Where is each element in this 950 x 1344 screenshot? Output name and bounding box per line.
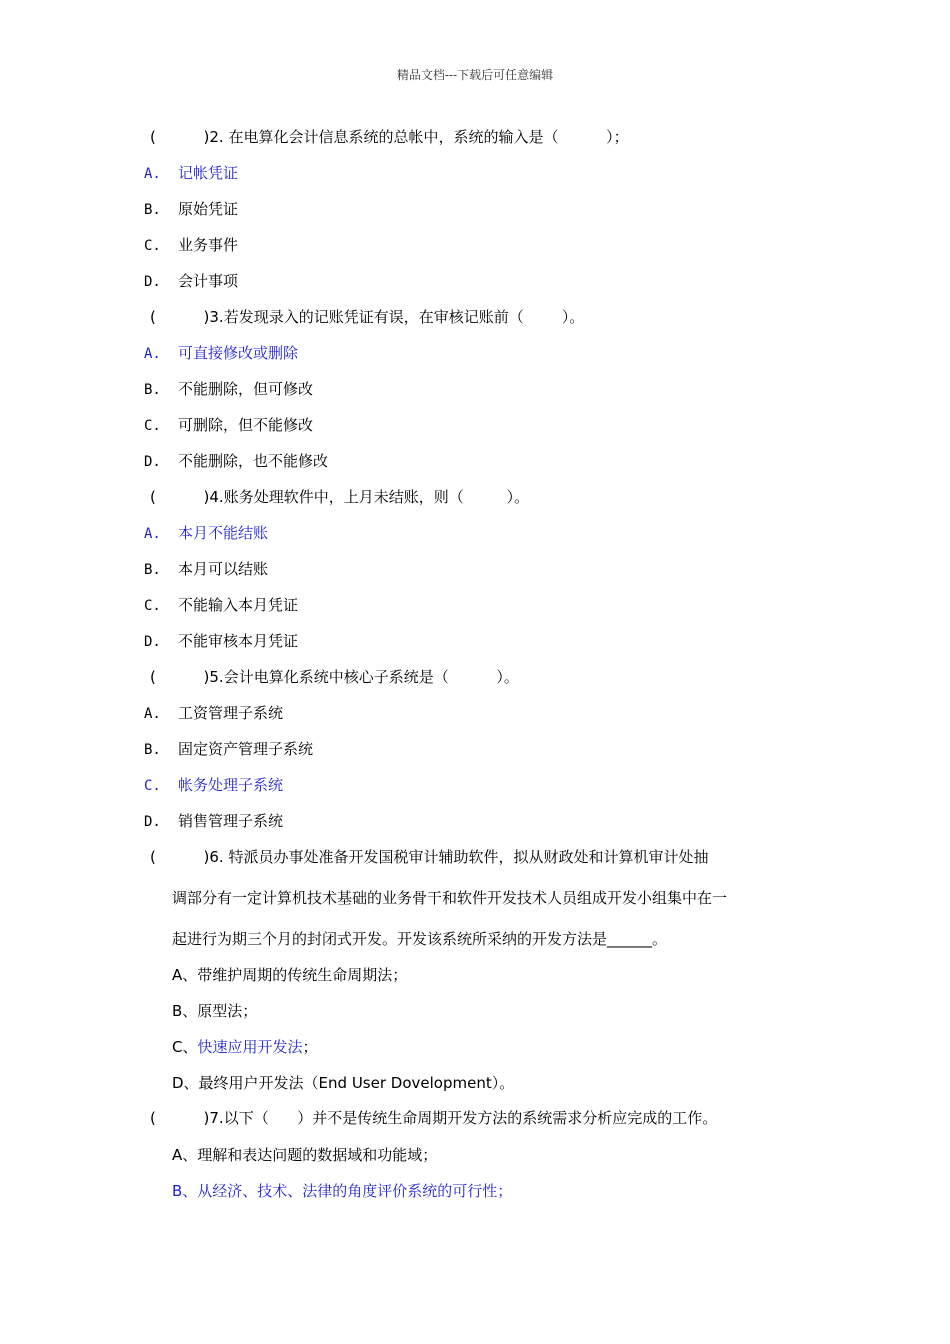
option-letter: D. [144, 274, 161, 290]
option-letter: D. [144, 454, 161, 470]
q5-option-b [144, 739, 313, 759]
q2-option-b [144, 199, 238, 219]
option-text: 会计事项 [178, 272, 239, 290]
option-letter: A. [144, 526, 161, 542]
option-text: 不能删除，也不能修改 [178, 452, 329, 470]
q3-option-d [144, 451, 328, 471]
option-text: 业务事件 [178, 236, 239, 254]
option-letter: C. [144, 778, 161, 794]
option-letter: C. [144, 238, 161, 254]
option-text: 原始凭证 [178, 200, 239, 218]
option-text: 帐务处理子系统 [178, 776, 284, 794]
option-letter: C. [144, 598, 161, 614]
option-letter: B. [144, 562, 161, 578]
q4-option-a [144, 523, 268, 543]
q5-option-c [144, 775, 283, 795]
q2-option-c [144, 235, 238, 255]
option-letter: D. [144, 634, 161, 650]
option-letter: C、 [172, 1038, 198, 1056]
question-7-stem: ( )7.以下（ ）并不是传统生命周期开发方法的系统需求分析应完成的工作。 [150, 1109, 718, 1127]
q4-option-b [144, 559, 268, 579]
q4-option-c [144, 595, 298, 615]
question-6-stem-line-1: ( )6. 特派员办事处准备开发国税审计辅助软件，拟从财政处和计算机审计处抽 [150, 848, 709, 866]
option-text: 可直接修改或删除 [178, 344, 299, 362]
option-letter: B. [144, 382, 161, 398]
question-2-stem: ( )2. 在电算化会计信息系统的总帐中，系统的输入是（ ）； [150, 128, 629, 146]
option-letter: B. [144, 742, 161, 758]
q3-option-a [144, 343, 298, 363]
option-letter: D. [144, 814, 161, 830]
option-letter: B. [144, 202, 161, 218]
q6-option-d: D、最终用户开发法（End User Dovelopment）。 [172, 1074, 515, 1092]
q3-option-c [144, 415, 313, 435]
q5-option-a [144, 703, 283, 723]
option-punctuation: ； [302, 1038, 318, 1056]
q5-option-d [144, 811, 283, 831]
option-text: 记帐凭证 [178, 164, 239, 182]
q6-option-c [172, 1037, 318, 1057]
q6-option-a: A、带维护周期的传统生命周期法； [172, 966, 408, 984]
q2-option-d [144, 271, 238, 291]
option-letter: A. [144, 166, 161, 182]
option-text: 快速应用开发法 [197, 1038, 303, 1056]
q7-option-b: B、从经济、技术、法律的角度评价系统的可行性； [172, 1182, 513, 1200]
option-letter: C. [144, 418, 161, 434]
page-header: 精品文档---下载后可任意编辑 [396, 68, 554, 82]
option-letter: A. [144, 706, 161, 722]
q4-option-d [144, 631, 298, 651]
option-text: 固定资产管理子系统 [178, 740, 314, 758]
q3-option-b [144, 379, 313, 399]
question-6-stem-line-2: 调部分有一定计算机技术基础的业务骨干和软件开发技术人员组成开发小组集中在一 [172, 889, 728, 907]
q2-option-a [144, 163, 238, 183]
option-text: 不能审核本月凭证 [178, 632, 299, 650]
option-text: 工资管理子系统 [178, 704, 284, 722]
option-text: 本月不能结账 [178, 524, 269, 542]
option-text: 销售管理子系统 [178, 812, 284, 830]
option-text: 本月可以结账 [178, 560, 269, 578]
option-text: 不能输入本月凭证 [178, 596, 299, 614]
option-letter: A. [144, 346, 161, 362]
q6-option-b: B、原型法； [172, 1002, 258, 1020]
option-text: 可删除，但不能修改 [178, 416, 314, 434]
question-4-stem: ( )4.账务处理软件中，上月未结账，则（ ）。 [150, 488, 530, 506]
question-6-stem-line-3: 起进行为期三个月的封闭式开发。开发该系统所采纳的开发方法是______。 [172, 930, 668, 948]
question-3-stem: ( )3.若发现录入的记账凭证有误，在审核记账前（ ）。 [150, 308, 585, 326]
option-text: 不能删除，但可修改 [178, 380, 314, 398]
question-5-stem: ( )5.会计电算化系统中核心子系统是（ ）。 [150, 668, 519, 686]
q7-option-a: A、理解和表达问题的数据域和功能域； [172, 1146, 438, 1164]
